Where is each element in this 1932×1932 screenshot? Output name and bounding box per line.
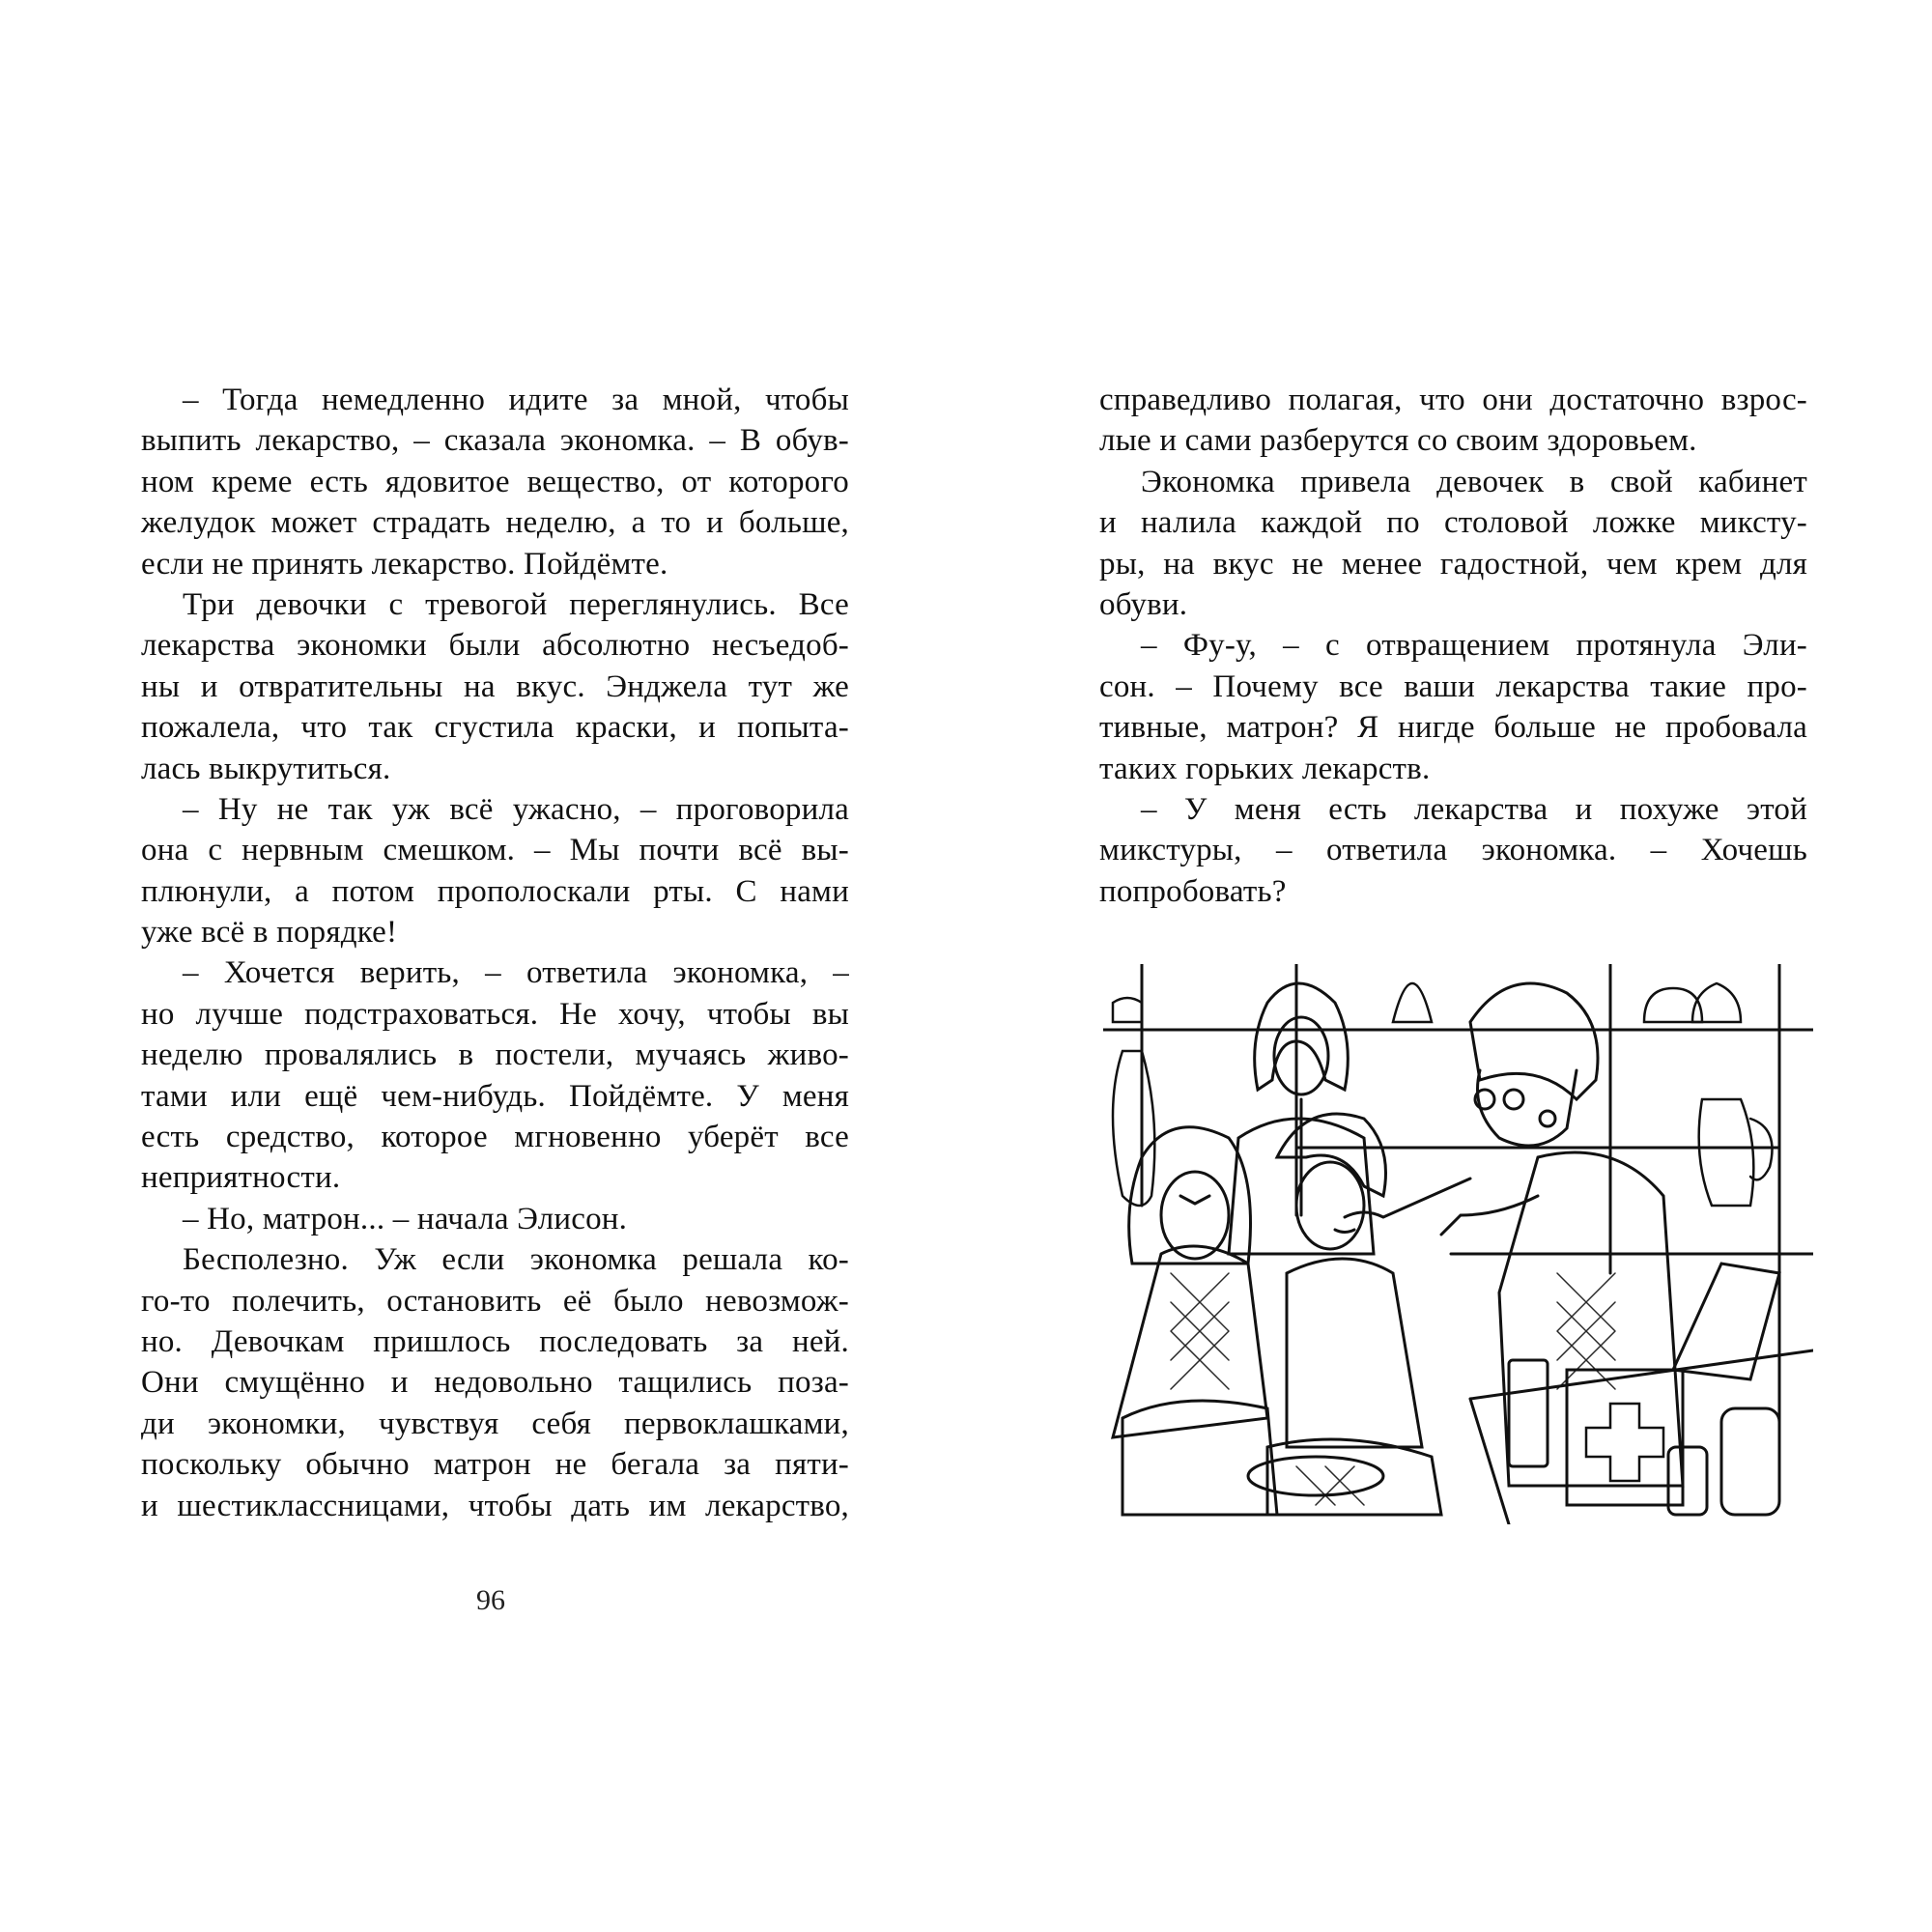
text-line: ном креме есть ядовитое вещество, от которого <box>141 464 849 499</box>
text-line: таких горьких лекарств. <box>1099 751 1431 786</box>
left-page-text <box>141 380 849 1526</box>
text-line: – Ну не так уж всё ужасно, – проговорила <box>183 791 849 827</box>
text-line: сон. – Почему все ваши лекарства такие про- <box>1099 668 1807 704</box>
text-line: Они смущённо и недовольно тащились поза- <box>141 1365 849 1401</box>
text-line: – Хочется верить, – ответила экономка, – <box>183 955 849 991</box>
text-line: лекарства экономки были абсолютно несъедоб- <box>141 628 849 664</box>
text-line: микстуры, – ответила экономка. – Хочешь <box>1099 833 1807 868</box>
text-line: справедливо полагая, что они достаточно взрос- <box>1099 383 1807 417</box>
text-line: но. Девочкам пришлось последовать за ней. <box>141 1323 849 1359</box>
text-line: если не принять лекарство. Пойдёмте. <box>141 546 668 582</box>
text-line: пожалела, что так сгустила краски, и попыта- <box>141 710 849 746</box>
text-line: тивные, матрон? Я нигде больше не пробовала <box>1099 710 1807 746</box>
text-line: – У меня есть лекарства и похуже этой <box>1141 791 1807 827</box>
text-line: лась выкрутиться. <box>141 751 391 786</box>
text-line: выпить лекарство, – сказала экономка. – В обув- <box>141 423 849 459</box>
matron-giving-medicine-illustration <box>1103 964 1813 1524</box>
text-line: – Но, матрон... – начала Элисон. <box>183 1201 628 1236</box>
text-line: ди экономки, чувствуя себя первоклашками, <box>141 1406 849 1441</box>
text-line: попробовать? <box>1099 873 1287 909</box>
text-line: ры, на вкус не менее гадостной, чем крем для <box>1099 546 1807 582</box>
text-line: – Тогда немедленно идите за мной, чтобы <box>183 383 849 417</box>
right-page <box>966 0 1932 1932</box>
text-line: плюнули, а потом прополоскали рты. С нами <box>141 873 849 909</box>
text-line: уже всё в порядке! <box>141 915 398 951</box>
text-line: неприятности. <box>141 1160 341 1196</box>
text-line: но лучше подстраховаться. Не хочу, чтобы вы <box>141 996 849 1032</box>
page-number: 96 <box>476 1584 505 1616</box>
text-line: Бесполезно. Уж если экономка решала ко- <box>183 1242 849 1278</box>
text-line: есть средство, которое мгновенно уберёт все <box>141 1120 849 1155</box>
text-line: – Фу-у, – с отвращением протянула Эли- <box>1141 628 1807 664</box>
text-line: желудок может страдать неделю, а то и больше, <box>141 505 849 541</box>
text-line: ны и отвратительны на вкус. Энджела тут же <box>141 668 849 704</box>
text-line: Три девочки с тревогой переглянулись. Все <box>183 586 849 622</box>
text-line: го-то полечить, остановить её было невозмож- <box>141 1283 849 1319</box>
text-line: и налила каждой по столовой ложке миксту- <box>1099 505 1807 541</box>
text-line: и шестиклассницами, чтобы дать им лекарство, <box>141 1488 849 1523</box>
text-line: неделю провалялись в постели, мучаясь живо- <box>141 1037 849 1073</box>
text-line: Экономка привела девочек в свой кабинет <box>1141 464 1807 499</box>
text-line: поскольку обычно матрон не бегала за пяти- <box>141 1447 849 1483</box>
text-line: лые и сами разберутся со своим здоровьем. <box>1099 423 1697 459</box>
right-page-text <box>1099 380 1807 912</box>
text-line: обуви. <box>1099 586 1188 622</box>
text-line: она с нервным смешком. – Мы почти всё вы- <box>141 833 849 868</box>
text-line: тами или ещё чем-нибудь. Пойдёмте. У меня <box>141 1078 849 1114</box>
